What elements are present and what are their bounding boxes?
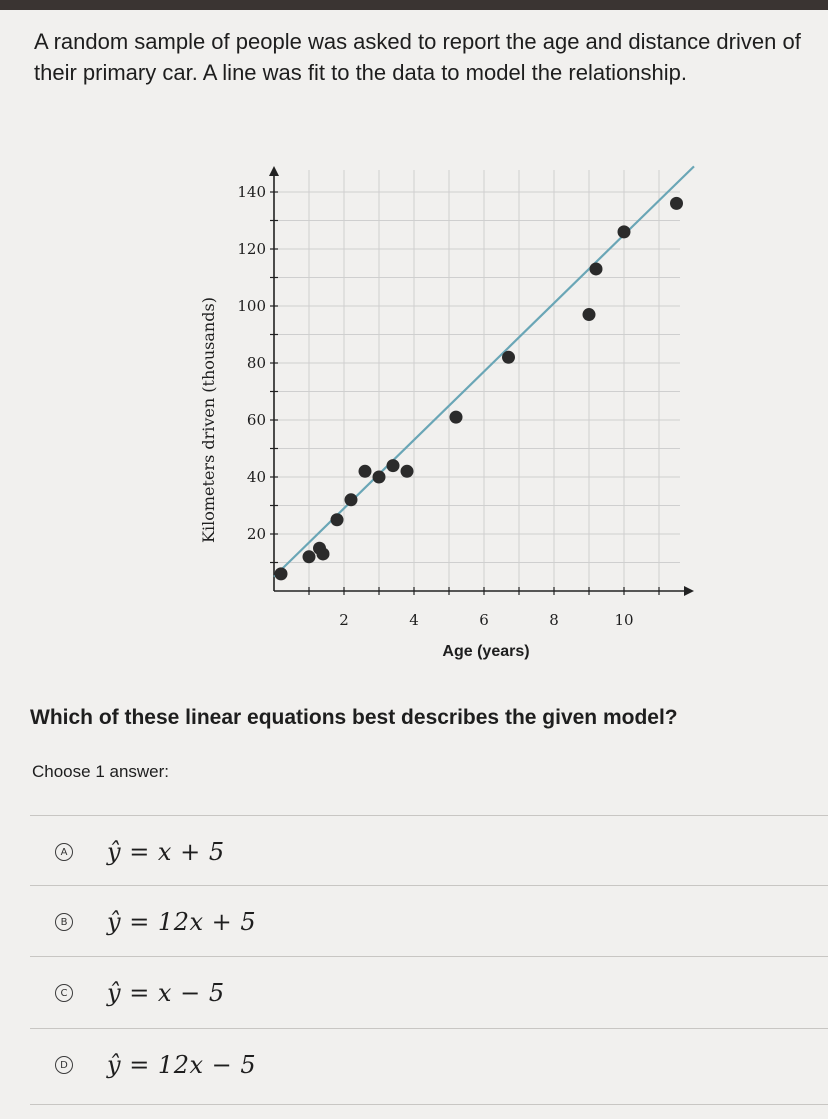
y-tick-label: 100: [237, 297, 266, 315]
y-axis-label: Kilometers driven (thousands): [199, 297, 218, 543]
x-axis-label: Age (years): [442, 643, 530, 660]
x-tick-label: 6: [479, 611, 489, 629]
data-point: [373, 471, 386, 484]
data-point: [670, 197, 683, 210]
data-point: [345, 493, 358, 506]
data-point: [583, 308, 596, 321]
data-point: [317, 547, 330, 560]
x-tick-label: 10: [614, 611, 634, 629]
data-point: [387, 459, 400, 472]
option-equation-c: ŷ = x − 5: [107, 979, 225, 1007]
data-point: [303, 550, 316, 563]
divider: [30, 1028, 828, 1029]
answer-option-d[interactable]: [30, 1035, 828, 1095]
option-equation-d: ŷ = 12x − 5: [107, 1051, 257, 1079]
data-point: [331, 513, 344, 526]
scatter-chart: [190, 160, 710, 670]
prompt-text: Which of these linear equations best describes the given model?: [30, 706, 678, 729]
answer-option-c[interactable]: [30, 963, 828, 1023]
choose-label: Choose 1 answer:: [32, 762, 170, 781]
divider: [30, 815, 828, 816]
points-layer: [275, 197, 684, 581]
option-letter-c: C: [55, 984, 73, 1002]
y-axis-arrow: [269, 166, 279, 176]
data-point: [590, 262, 603, 275]
y-tick-label: 20: [246, 525, 266, 543]
option-equation-b: ŷ = 12x + 5: [107, 908, 257, 936]
data-point: [450, 411, 463, 424]
data-point: [359, 465, 372, 478]
divider: [30, 885, 828, 886]
y-tick-label: 40: [246, 468, 266, 486]
top-edge: [0, 0, 828, 10]
divider: [30, 1104, 828, 1105]
option-letter-b: B: [55, 913, 73, 931]
question-text: A random sample of people was asked to report the age and distance driven of their primary car. A line was fit to the data to model the relationship.: [34, 29, 801, 85]
option-equation-a: ŷ = x + 5: [107, 838, 225, 866]
y-tick-label: 140: [237, 183, 266, 201]
data-point: [401, 465, 414, 478]
data-point: [502, 351, 515, 364]
x-tick-label: 2: [339, 611, 349, 629]
divider: [30, 956, 828, 957]
y-tick-label: 120: [237, 240, 266, 258]
y-tick-label: 80: [246, 354, 266, 372]
x-axis-arrow: [684, 586, 694, 596]
option-letter-a: A: [55, 843, 73, 861]
y-tick-label: 60: [246, 411, 266, 429]
answer-option-b[interactable]: [30, 892, 828, 952]
x-tick-label: 8: [549, 611, 559, 629]
data-point: [275, 567, 288, 580]
chart-svg: [190, 160, 710, 670]
answer-option-a[interactable]: [30, 822, 828, 882]
option-letter-d: D: [55, 1056, 73, 1074]
data-point: [618, 225, 631, 238]
x-tick-label: 4: [409, 611, 419, 629]
